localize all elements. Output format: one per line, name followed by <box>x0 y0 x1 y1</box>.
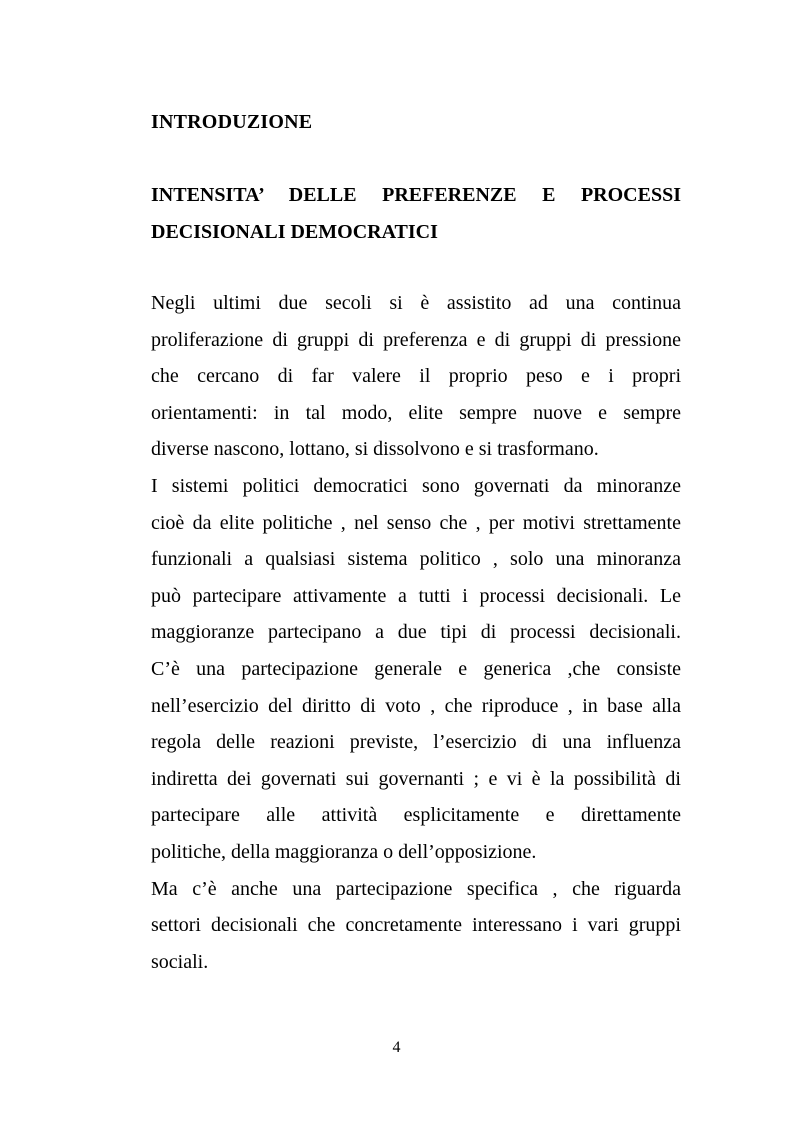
chapter-title-line: INTENSITA’ DELLE PREFERENZE E PROCESSI <box>151 184 681 206</box>
body-line: partecipare alle attività esplicitamente e direttamente <box>151 804 681 827</box>
chapter-title-line: DECISIONALI DEMOCRATICI <box>151 221 438 243</box>
body-line: C’è una partecipazione generale e generica ,che consiste <box>151 657 681 680</box>
body-line: può partecipare attivamente a tutti i processi decisionali. Le <box>151 584 681 607</box>
body-line: cioè da elite politiche , nel senso che , per motivi strettamente <box>151 511 681 534</box>
body-line: regola delle reazioni previste, l’esercizio di una influenza <box>151 731 681 754</box>
body-line: funzionali a qualsiasi sistema politico , solo una minoranza <box>151 548 681 571</box>
body-line: Ma c’è anche una partecipazione specifica , che riguarda <box>151 877 681 900</box>
body-line: settori decisionali che concretamente interessano i vari gruppi <box>151 914 681 937</box>
body-line: politiche, della maggioranza o dell’opposizione. <box>151 840 537 863</box>
body-line: maggioranze partecipano a due tipi di processi decisionali. <box>151 621 681 644</box>
body-line: Negli ultimi due secoli si è assistito ad una continua <box>151 292 681 314</box>
body-line: indiretta dei governati sui governanti ; e vi è la possibilità di <box>151 767 681 790</box>
body-line: I sistemi politici democratici sono governati da minoranze <box>151 474 681 497</box>
body-line: diverse nascono, lottano, si dissolvono e si trasformano. <box>151 438 599 461</box>
section-heading: INTRODUZIONE <box>151 111 313 133</box>
page-number: 4 <box>392 1039 401 1056</box>
chapter-title <box>151 182 681 256</box>
body-line: sociali. <box>151 950 209 973</box>
body-line: proliferazione di gruppi di preferenza e di gruppi di pressione <box>151 328 681 351</box>
body-line: orientamenti: in tal modo, elite sempre nuove e sempre <box>151 401 681 424</box>
body-line: nell’esercizio del diritto di voto , che riproduce , in base alla <box>151 694 681 717</box>
body-text <box>151 288 681 983</box>
body-line: che cercano di far valere il proprio peso e i propri <box>151 365 681 388</box>
